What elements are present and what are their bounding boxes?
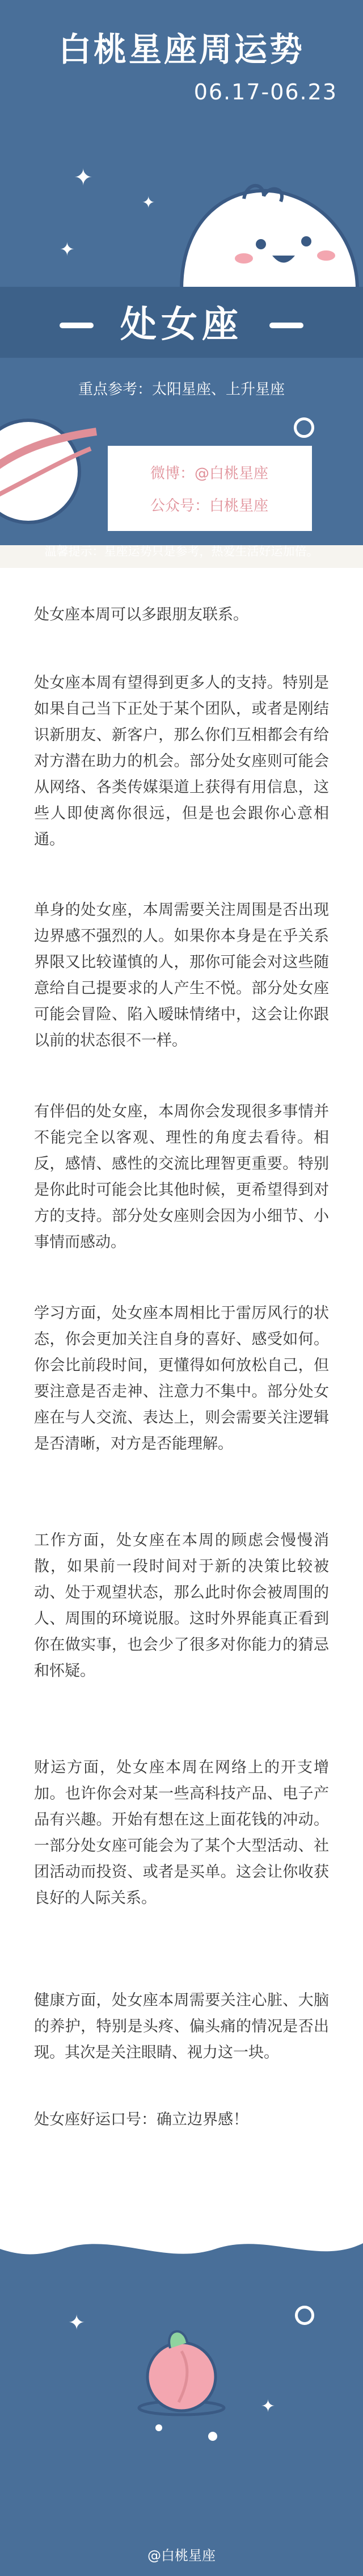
paragraph: 健康方面，处女座本周需要关注心脏、大脑的养护，特别是头疼、偏头痛的情况是否出现。其次是关注眼睛、视力这一块。 bbox=[34, 1992, 329, 2061]
circle-icon bbox=[294, 417, 314, 438]
mascot-illustration bbox=[170, 159, 363, 290]
content-area bbox=[0, 568, 363, 2226]
paragraph: 有伴侣的处女座，本周你会发现很多事情并不能完全以客观、理性的角度去看待。相反，感情、感性的交流比理智更重要。特别是你此时可能会比其他时候，更希望得到对方的支持。部分处女座则会因为小细节、小事情而感动。 bbox=[34, 1103, 329, 1251]
paragraph: 财运方面，处女座本周在网络上的开支增加。也许你会对某一些高科技产品、电子产品有兴趣。开始有想在这上面花钱的冲动。一部分处女座可能会为了某个大型活动、社团活动而投资、或者是买单。这会让你收获良好的人际关系。 bbox=[34, 1759, 329, 1907]
weibo-handle: 微博：@白桃星座 bbox=[150, 465, 269, 482]
star-icon: ✦ bbox=[142, 193, 155, 212]
paragraph: 工作方面，处女座在本周的顾虑会慢慢消散，如果前一段时间对于新的决策比较被动、处于观望状态，那么此时你会被周围的人、周围的环境说服。这时外界能真正看到你在做实事，也会少了很多对你能力的猜忌和怀疑。 bbox=[34, 1532, 329, 1680]
slogan: 处女座好运口号：确立边界感！ bbox=[34, 2111, 248, 2128]
reference-note: 重点参考：太阳星座、上升星座 bbox=[78, 381, 285, 398]
star-icon: ✦ bbox=[60, 239, 75, 260]
paragraph: 单身的处女座，本周需要关注周围是否出现边界感不强烈的人。如果你本身是在乎关系界限又比较谨慎的人，那你可能会对这些随意给自己提要求的人产生不悦。部分处女座可能会冒险、陷入暧昧情绪中，这会让你跟以前的状态很不一样。 bbox=[34, 901, 329, 1049]
star-icon: ✦ bbox=[68, 2311, 86, 2335]
wechat-account: 公众号：白桃星座 bbox=[150, 497, 269, 515]
paragraph: 学习方面，处女座本周相比于雷厉风行的状态，你会更加关注自身的喜好、感受如何。你会比前段时间，更懂得如何放松自己，但要注意是否走神、注意力不集中。部分处女座在与人交流、表达上，则会需要关注逻辑是否清晰，对方是否能理解。 bbox=[34, 1304, 329, 1453]
contact-card bbox=[108, 446, 312, 531]
header-banner bbox=[0, 0, 363, 558]
warm-tip: 温馨提示：星座运势只是参考，热爱生活好运加倍。 bbox=[44, 545, 319, 558]
sign-title: 处女座 bbox=[120, 304, 243, 346]
paragraph: 处女座本周可以多跟朋友联系。 bbox=[34, 606, 248, 624]
circle-icon bbox=[295, 2306, 314, 2325]
planet-icon bbox=[0, 398, 102, 534]
peach-icon bbox=[130, 2317, 233, 2465]
star-icon: ✦ bbox=[74, 165, 93, 191]
page-title: 白桃星座周运势 bbox=[58, 30, 305, 69]
star-icon: ✦ bbox=[261, 2397, 276, 2416]
footer-banner bbox=[0, 2226, 363, 2576]
footer-handle: @白桃星座 bbox=[147, 2548, 216, 2564]
date-range: 06.17-06.23 bbox=[193, 80, 337, 104]
paragraph: 处女座本周有望得到更多人的支持。特别是如果自己当下正处于某个团队，或者是刚结识新朋友、新客户，那么你们互相都会有给对方潜在助力的机会。部分处女座则可能会从网络、各类传媒渠道上获得有用信息，这些人即使离你很远，但是也会跟你心意相通。 bbox=[34, 674, 329, 848]
wave-decoration bbox=[0, 2226, 363, 2272]
divider bbox=[269, 323, 303, 328]
